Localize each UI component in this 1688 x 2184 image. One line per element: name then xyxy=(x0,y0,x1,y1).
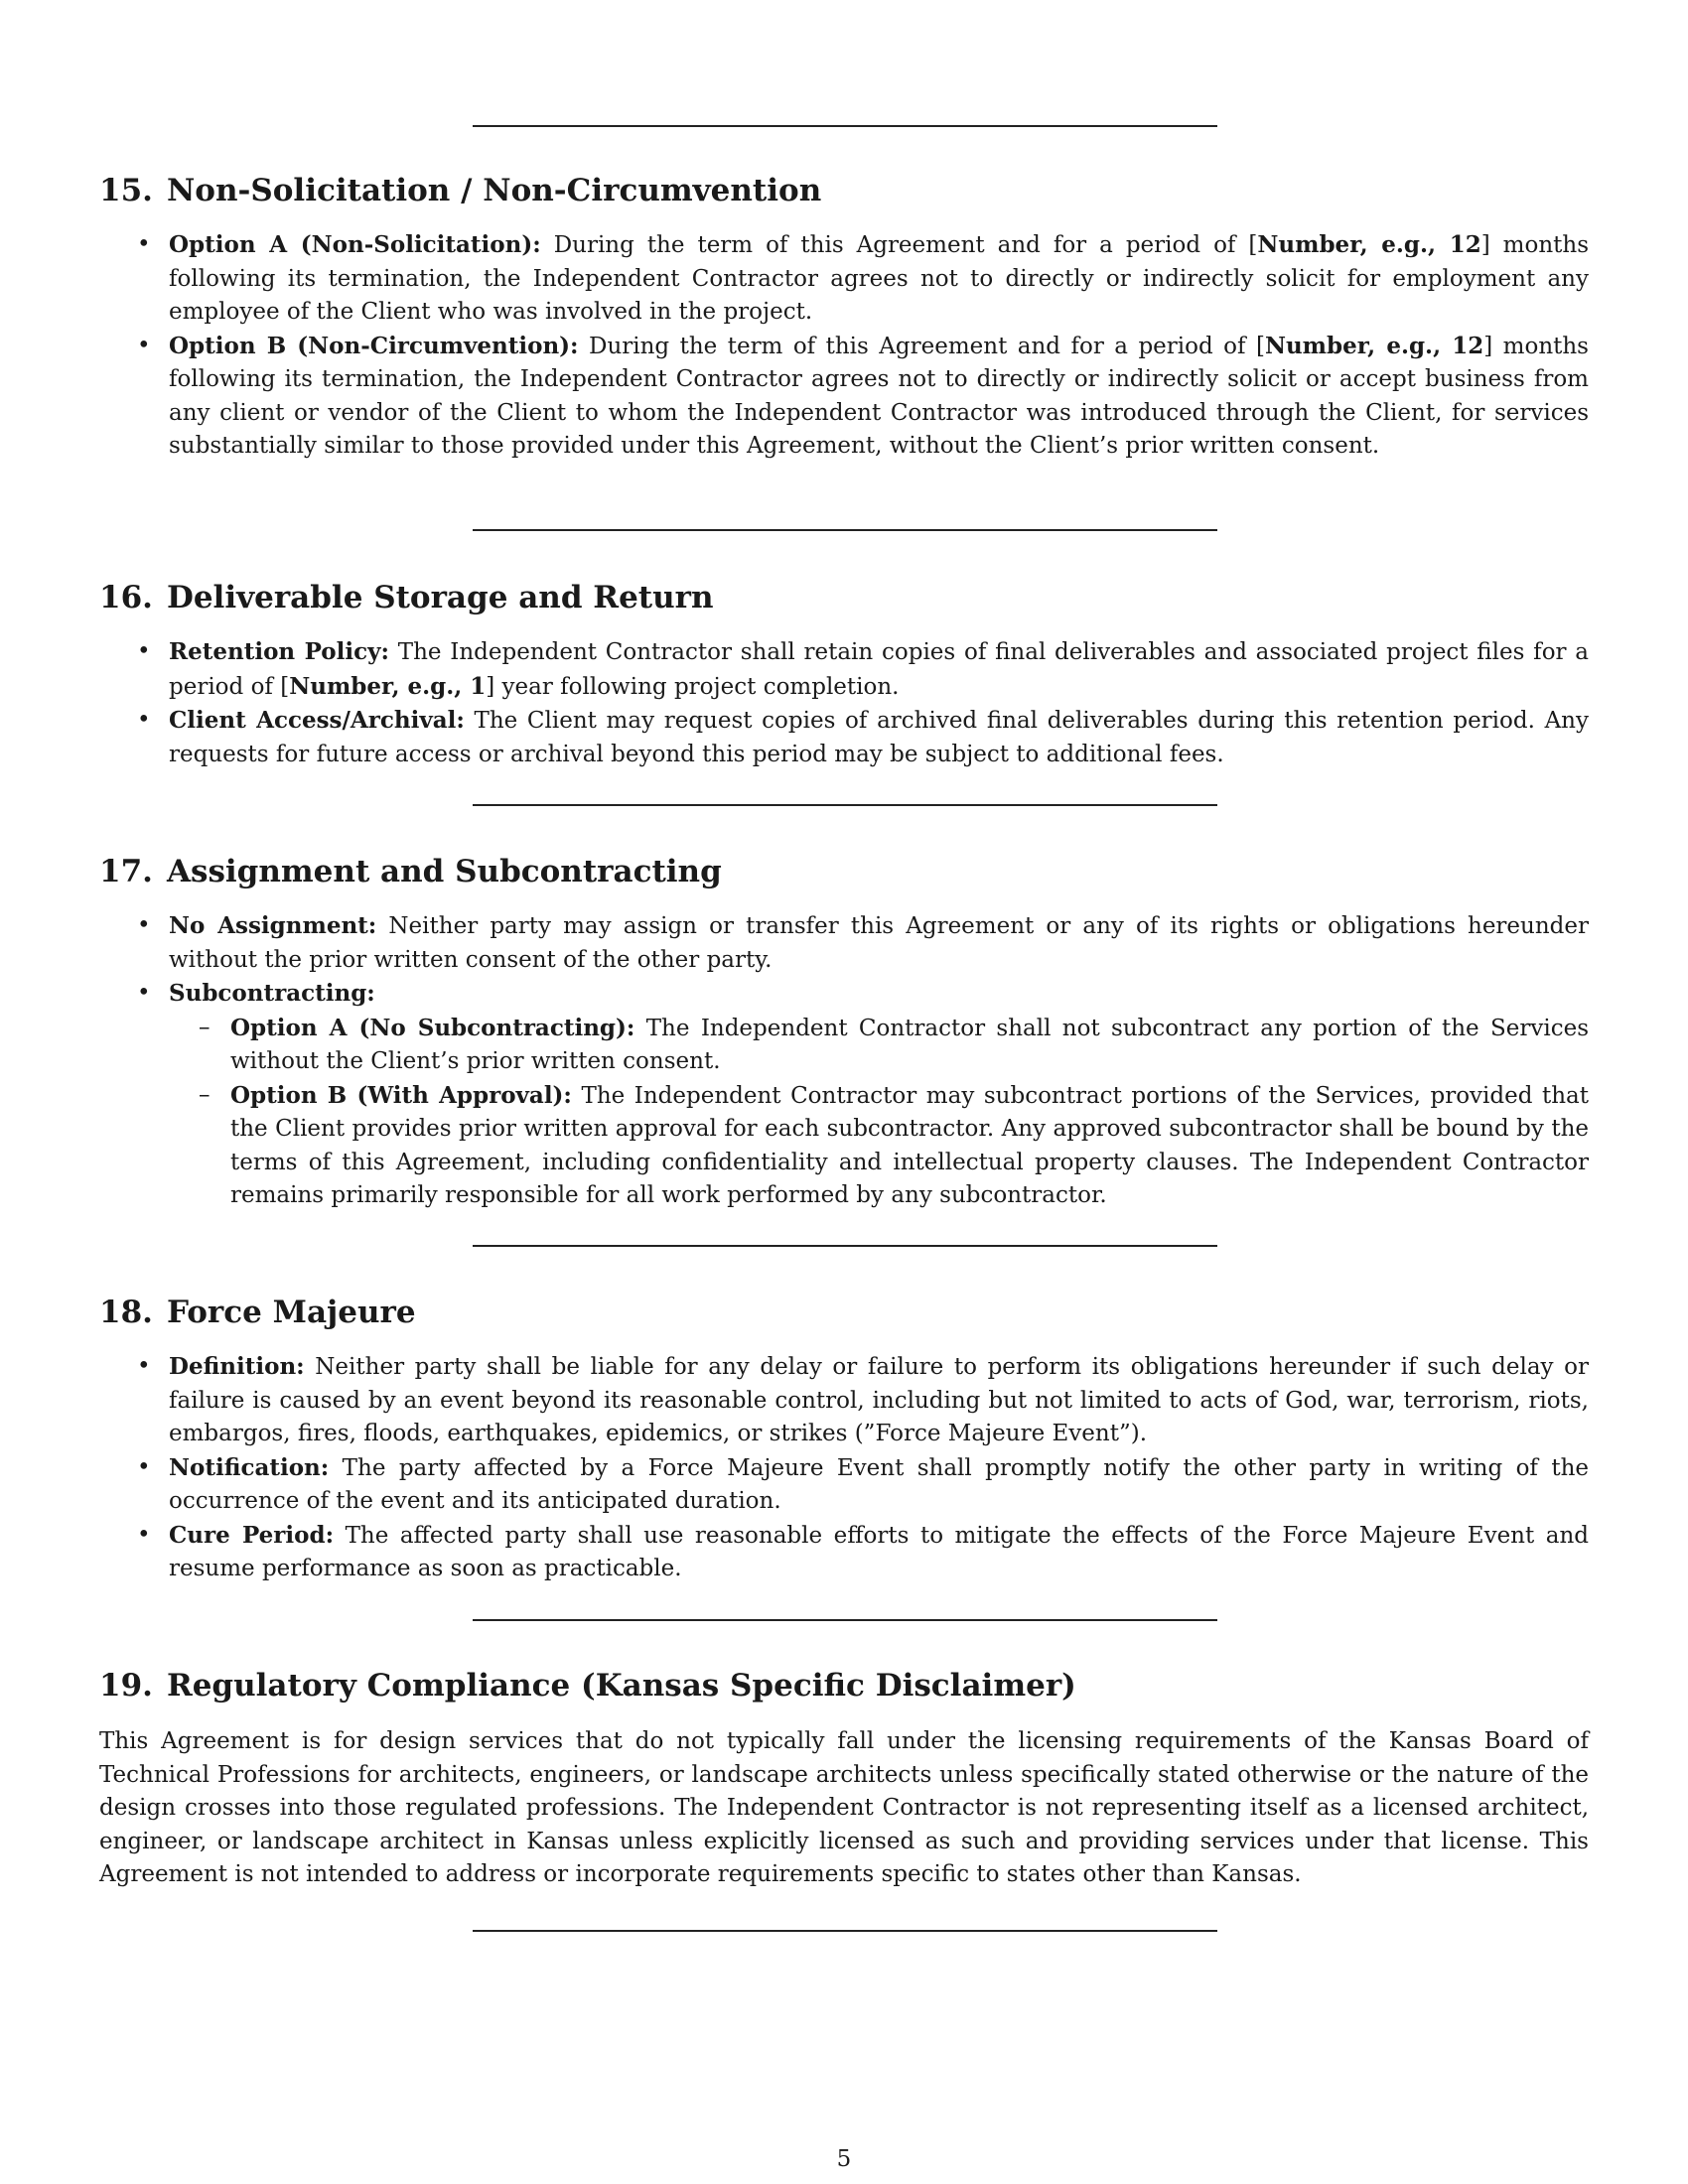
page-number: 5 xyxy=(836,2146,852,2172)
list-item: • Definition: Neither party shall be liable for any delay or failure to perform its obligations hereunder if such delay or failure is caused by an event beyond its reasonable control, including but not limited to acts of God, war, terrorism, riots, embargos, fires, floods, earthquakes, epidemics, or strikes (”Force Majeure Event”). xyxy=(99,1350,1589,1451)
list-item: • Option B (Non-Circumvention): During the term of this Agreement and for a period of [Number, e.g., 12] months following its termination, the Independent Contractor agrees not to directly or indirectly solicit or accept business from any client or vendor of the Client to whom the Independent Contractor was introduced through the Client, for services substantially similar to those provided under this Agreement, without the Client’s prior written consent. xyxy=(99,330,1589,464)
section-divider xyxy=(473,125,1217,127)
section-divider xyxy=(473,804,1217,806)
list-item: • Cure Period: The affected party shall use reasonable efforts to mitigate the effects of the Force Majeure Event and resume performance as soon as practicable. xyxy=(99,1519,1589,1586)
section-divider xyxy=(473,1930,1217,1932)
list-item: • Retention Policy: The Independent Contractor shall retain copies of final deliverables and associated project files for a period of [Number, e.g., 1] year following project completion. xyxy=(99,635,1589,704)
subcontracting-options xyxy=(169,1012,1589,1213)
section-divider xyxy=(473,529,1217,531)
list-item: • No Assignment: Neither party may assign or transfer this Agreement or any of its rights or obligations hereunder without the prior written consent of the other party. xyxy=(99,909,1589,977)
section-16 xyxy=(99,578,1589,771)
section-15 xyxy=(99,171,1589,464)
section-heading: 16. Deliverable Storage and Return xyxy=(99,580,714,615)
section-heading: 17. Assignment and Subcontracting xyxy=(99,854,722,889)
section-divider xyxy=(473,1619,1217,1621)
sub-list-item: – Option B (With Approval): The Independent Contractor may subcontract portions of the Services, provided that the Client provides prior written approval for each subcontractor. Any approved subcontractor shall be bound by the terms of this Agreement, including confidentiality and intellectual property clauses. The Independent Contractor remains primarily responsible for all work performed by any subcontractor. xyxy=(169,1079,1589,1213)
sub-list-item: – Option A (No Subcontracting): The Independent Contractor shall not subcontract any portion of the Services without the Client’s prior written consent. xyxy=(169,1012,1589,1079)
list-item: • Option A (Non-Solicitation): During the term of this Agreement and for a period of [Number, e.g., 12] months following its termination, the Independent Contractor agrees not to directly or indirectly solicit for employment any employee of the Client who was involved in the project. xyxy=(99,228,1589,330)
document-page xyxy=(99,0,1589,2184)
section-heading: 19. Regulatory Compliance (Kansas Specific Disclaimer) xyxy=(99,1668,1076,1704)
section-heading: 15. Non-Solicitation / Non-Circumvention xyxy=(99,173,822,208)
section-17 xyxy=(99,852,1589,1213)
section-19-body: This Agreement is for design services that do not typically fall under the licensing requirements of the Kansas Board of Technical Professions for architects, engineers, or landscape architects unless specifically stated otherwise or the nature of the design crosses into those regulated professions. The Independent Contractor is not representing itself as a licensed architect, engineer, or landscape architect in Kansas unless explicitly licensed as such and providing services under that license. This Agreement is not intended to address or incorporate requirements specific to states other than Kansas. xyxy=(99,1728,1589,1887)
section-17-list xyxy=(99,909,1589,1213)
section-16-list xyxy=(99,635,1589,771)
section-divider xyxy=(473,1245,1217,1247)
list-item: • Client Access/Archival: The Client may request copies of archived final deliverables during this retention period. Any requests for future access or archival beyond this period may be subject to additional fees. xyxy=(99,704,1589,771)
section-18-list xyxy=(99,1350,1589,1586)
section-19 xyxy=(99,1666,1589,1892)
list-item: • Subcontracting: – Option A (No Subcontracting): The Independent Contractor shall not subcontract any portion of the Services without the Client’s prior written consent. – Option B (With Approval): The Independent Contractor may subcontract portions of the Services, provided that the Client provides prior written approval for each subcontractor. Any approved subcontractor shall be bound by the terms of this Agreement, including confidentiality and intellectual property clauses. The Independent Contractor remains primarily responsible for all work performed by any subcontractor. xyxy=(99,977,1589,1213)
section-heading: 18. Force Majeure xyxy=(99,1295,416,1330)
list-item: • Notification: The party affected by a Force Majeure Event shall promptly notify the other party in writing of the occurrence of the event and its anticipated duration. xyxy=(99,1451,1589,1519)
section-15-list xyxy=(99,228,1589,464)
section-18 xyxy=(99,1293,1589,1586)
